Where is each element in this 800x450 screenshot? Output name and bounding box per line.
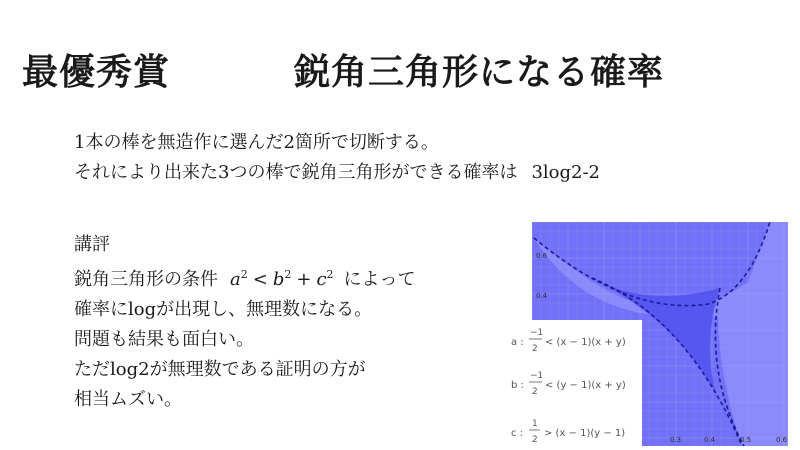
svg-text:> (x − 1)(y − 1): > (x − 1)(y − 1) (544, 428, 626, 439)
probability-value: 3log2-2 (531, 162, 601, 183)
review-line-4: ただlog2が無理数である証明の方が (74, 359, 366, 380)
condition-prefix: 鋭角三角形の条件 (74, 269, 218, 290)
svg-text:< (x − 1)(x + y): < (x − 1)(x + y) (545, 337, 626, 348)
problem-line-2 (74, 158, 600, 188)
review-line-5: 相当ムズい。 (74, 389, 182, 410)
title-topic: 鋭角三角形になる確率 (294, 52, 665, 93)
svg-text:< (y − 1)(x + y): < (y − 1)(x + y) (545, 380, 626, 391)
svg-text:−1: −1 (530, 328, 544, 338)
problem-line-2-text: それにより出来た3つの棒で鋭角三角形ができる確率は (74, 162, 518, 183)
y-tick-label: 0.6 (536, 252, 548, 260)
x-tick-label: 0.3 (670, 436, 682, 444)
acute-condition-formula: $a^2 < b^2 + c^2$ (230, 268, 334, 290)
x-tick-label: 0.5 (740, 436, 752, 444)
svg-text:2: 2 (532, 435, 538, 445)
x-tick-label: 0.6 (776, 436, 788, 444)
problem-statement (74, 128, 600, 188)
title-award: 最優秀賞 (22, 52, 171, 93)
problem-line-1: 1本の棒を無造作に選んだ2箇所で切断する。 (74, 132, 439, 153)
y-tick-label: 0.4 (536, 292, 548, 300)
x-tick-label: 0.4 (704, 436, 716, 444)
svg-text:2: 2 (532, 344, 538, 354)
svg-text:a :: a : (511, 337, 524, 348)
review-line-3: 問題も結果も面白い。 (74, 329, 254, 350)
page-title (22, 44, 665, 95)
svg-text:−1: −1 (530, 371, 544, 381)
svg-text:1: 1 (532, 419, 538, 429)
condition-suffix: によって (343, 269, 416, 290)
review-line-condition (74, 260, 416, 295)
svg-text:2: 2 (532, 387, 538, 397)
review-section (74, 230, 416, 415)
svg-text:c :: c : (511, 428, 524, 439)
review-heading: 講評 (74, 234, 110, 255)
svg-text:b :: b : (511, 380, 524, 391)
region-plot (508, 222, 788, 446)
review-line-2: 確率にlogが出現し、無理数になる。 (74, 299, 373, 320)
